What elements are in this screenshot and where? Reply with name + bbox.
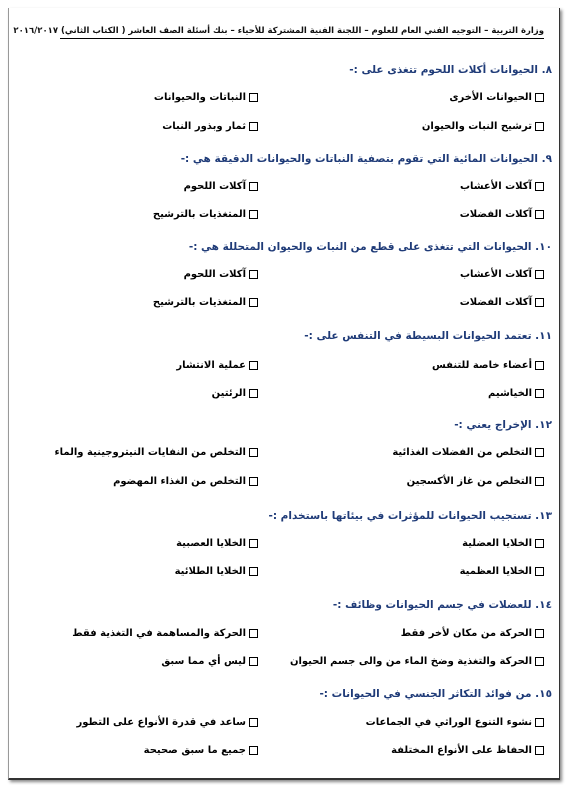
question-11: ١١. تعتمد الحيوانات البسيطة في التنفس على :-	[304, 330, 552, 342]
q15-option-a[interactable]: نشوء التنوع الوراثي في الجماعات	[366, 717, 544, 728]
q13-option-d[interactable]: الخلايا الطلائية	[175, 566, 258, 577]
q8-option-d[interactable]: ثمار وبذور النبات	[162, 121, 258, 132]
q12-option-d[interactable]: التخلص من الغذاء المهضوم	[113, 476, 258, 487]
checkbox-icon[interactable]	[535, 448, 544, 457]
q8-option-a[interactable]: الحيوانات الأخرى	[449, 92, 544, 103]
checkbox-icon[interactable]	[535, 389, 544, 398]
checkbox-icon[interactable]	[249, 657, 258, 666]
checkbox-icon[interactable]	[249, 270, 258, 279]
checkbox-icon[interactable]	[249, 298, 258, 307]
q11-option-a[interactable]: أعضاء خاصة للتنفس	[432, 360, 544, 371]
q15-option-c[interactable]: الحفاظ على الأنواع المختلفة	[391, 745, 544, 756]
q11-option-b[interactable]: عملية الانتشار	[176, 360, 258, 371]
checkbox-icon[interactable]	[249, 629, 258, 638]
q8-option-b[interactable]: النباتات والحيوانات	[154, 92, 258, 103]
q9-option-c[interactable]: آكلات الفضلات	[460, 209, 544, 220]
checkbox-icon[interactable]	[535, 298, 544, 307]
question-15: ١٥. من فوائد التكاثر الجنسي في الحيوانات :-	[319, 688, 552, 700]
q13-option-c[interactable]: الخلايا العظمية	[460, 566, 544, 577]
checkbox-icon[interactable]	[535, 539, 544, 548]
q12-option-b[interactable]: التخلص من النفايات النيتروجينية والماء	[55, 447, 258, 458]
checkbox-icon[interactable]	[535, 93, 544, 102]
q12-option-c[interactable]: التخلص من غاز الأكسجين	[407, 476, 544, 487]
page-header: وزارة التربية – التوجيه الفني العام للعلوم – اللجنة الفنية المشتركة للأحياء – بنك أسئلة الصف العاشر ( الكتاب الثاني) ٢٠١٦/٢٠١٧	[60, 26, 544, 39]
checkbox-icon[interactable]	[535, 746, 544, 755]
q9-option-b[interactable]: آكلات اللحوم	[184, 181, 258, 192]
question-9: ٩. الحيوانات المائية التي تقوم بتصفية النباتات والحيوانات الدقيقة هي :-	[180, 153, 552, 165]
question-13: ١٣. تستجيب الحيوانات للمؤثرات في بيئاتها باستخدام :-	[268, 510, 552, 522]
question-8: ٨. الحيوانات أكلات اللحوم تتغذى على :-	[349, 64, 552, 76]
checkbox-icon[interactable]	[249, 389, 258, 398]
q10-option-c[interactable]: آكلات الفضلات	[460, 297, 544, 308]
q13-option-a[interactable]: الخلايا العضلية	[462, 538, 544, 549]
q14-option-b[interactable]: الحركة والمساهمة في التغذية فقط	[72, 628, 258, 639]
q15-option-d[interactable]: جميع ما سبق صحيحة	[144, 745, 258, 756]
checkbox-icon[interactable]	[249, 182, 258, 191]
q14-option-c[interactable]: الحركة والتغذية وضخ الماء من والى جسم الحيوان	[290, 656, 544, 667]
checkbox-icon[interactable]	[535, 477, 544, 486]
checkbox-icon[interactable]	[249, 122, 258, 131]
question-10: ١٠. الحيوانات التي تتغذى على قطع من النبات والحيوان المتحللة هي :-	[188, 241, 552, 253]
checkbox-icon[interactable]	[249, 448, 258, 457]
q11-option-d[interactable]: الرئتين	[212, 388, 258, 399]
checkbox-icon[interactable]	[535, 629, 544, 638]
question-12: ١٢. الإخراج يعني :-	[454, 419, 552, 431]
checkbox-icon[interactable]	[249, 539, 258, 548]
checkbox-icon[interactable]	[249, 718, 258, 727]
checkbox-icon[interactable]	[249, 210, 258, 219]
checkbox-icon[interactable]	[249, 567, 258, 576]
q8-option-c[interactable]: ترشيح النبات والحيوان	[422, 121, 544, 132]
q10-option-b[interactable]: آكلات اللحوم	[184, 269, 258, 280]
q14-option-d[interactable]: ليس أي مما سبق	[161, 656, 258, 667]
q13-option-b[interactable]: الخلايا العصبية	[176, 538, 258, 549]
checkbox-icon[interactable]	[535, 122, 544, 131]
q10-option-a[interactable]: آكلات الأعشاب	[460, 269, 544, 280]
checkbox-icon[interactable]	[535, 718, 544, 727]
q12-option-a[interactable]: التخلص من الفضلات الغذائية	[392, 447, 544, 458]
checkbox-icon[interactable]	[535, 270, 544, 279]
q15-option-b[interactable]: ساعد في قدرة الأنواع على التطور	[77, 717, 258, 728]
q14-option-a[interactable]: الحركة من مكان لأخر فقط	[401, 628, 544, 639]
checkbox-icon[interactable]	[535, 657, 544, 666]
q9-option-a[interactable]: آكلات الأعشاب	[460, 181, 544, 192]
checkbox-icon[interactable]	[535, 361, 544, 370]
q11-option-c[interactable]: الخياشيم	[488, 388, 544, 399]
checkbox-icon[interactable]	[249, 477, 258, 486]
checkbox-icon[interactable]	[535, 182, 544, 191]
checkbox-icon[interactable]	[535, 210, 544, 219]
q9-option-d[interactable]: المتغذيات بالترشيح	[153, 209, 258, 220]
checkbox-icon[interactable]	[249, 361, 258, 370]
q10-option-d[interactable]: المتغذيات بالترشيح	[153, 297, 258, 308]
checkbox-icon[interactable]	[535, 567, 544, 576]
checkbox-icon[interactable]	[249, 93, 258, 102]
question-14: ١٤. للعضلات في جسم الحيوانات وظائف :-	[332, 599, 552, 611]
checkbox-icon[interactable]	[249, 746, 258, 755]
